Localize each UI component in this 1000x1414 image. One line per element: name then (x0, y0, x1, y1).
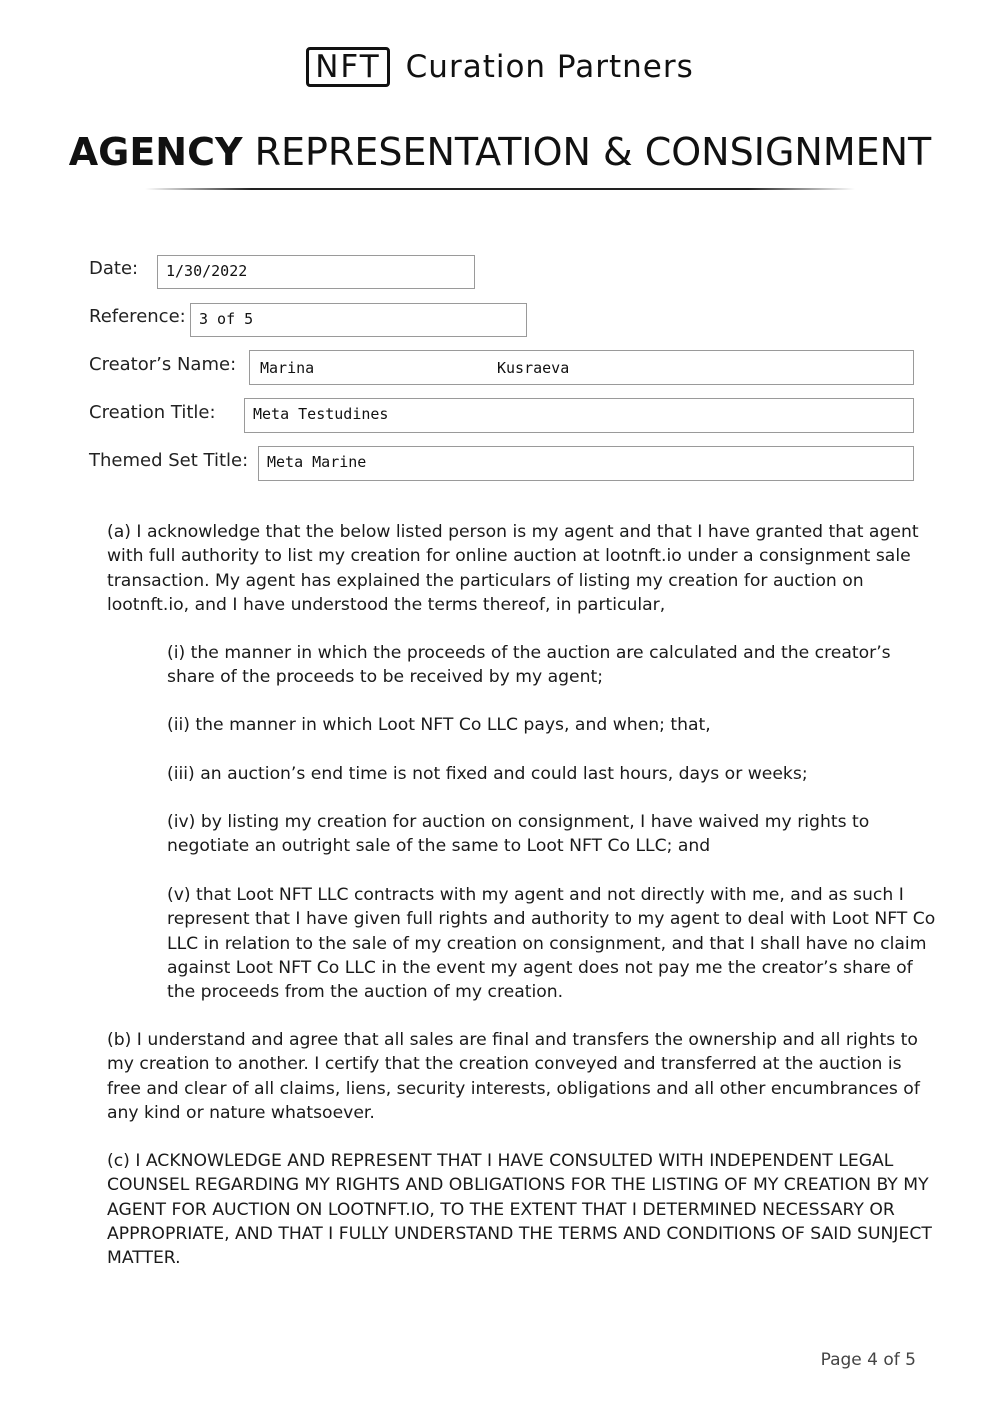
paragraph-b: (b) I understand and agree that all sales are final and transfers the ownership and all rights to my creation to another. I certify that the creation conveyed and transferred at the auction is free and clear of all claims, liens, security interests, obligations and all other encumbrances of any kind or nature whatsoever. (107, 1030, 920, 1123)
paragraph-v: (v) that Loot NFT LLC contracts with my agent and not directly with me, and as such I represent that I have given full rights and authority to my agent to deal with Loot NFT Co LLC in relation to the sale of my creation on consignment, and that I shall have no claim against Loot NFT Co LLC in the event my agent does not pay me the creator’s share of the proceeds from the auction of my creation. (167, 885, 936, 1003)
title-divider (145, 188, 855, 190)
themed-set-title-label: Themed Set Title: (89, 450, 249, 471)
title-bold: AGENCY (68, 130, 243, 174)
paragraph-iv: (iv) by listing my creation for auction on consignment, I have waived my rights to negotiate an outright sale of the same to Loot NFT Co LLC; and (167, 812, 870, 857)
page-number: Page 4 of 5 (820, 1350, 916, 1370)
paragraph-c: (c) I ACKNOWLEDGE AND REPRESENT THAT I HAVE CONSULTED WITH INDEPENDENT LEGAL COUNSEL REGARDING MY RIGHTS AND OBLIGATIONS FOR THE LISTING OF MY CREATION BY MY AGENT FOR AUCTION ON LOOTNFT.IO, TO THE EXTENT THAT I DETERMINED NECESSARY OR APPROPRIATE, AND THAT I FULLY UNDERSTAND THE TERMS AND CONDITIONS OF SAID SUNJECT MATTER. (107, 1151, 932, 1269)
themed-set-title-field[interactable]: Meta Marine (258, 446, 914, 481)
creation-title-label: Creation Title: (89, 402, 216, 423)
page-title (0, 130, 1000, 174)
reference-label: Reference: (89, 306, 186, 327)
paragraph-iii: (iii) an auction’s end time is not fixed and could last hours, days or weeks; (167, 764, 808, 784)
creator-name-field[interactable] (249, 350, 914, 385)
creation-title-field[interactable]: Meta Testudines (244, 398, 914, 433)
date-label: Date: (89, 258, 139, 279)
logo-nft-box: NFT (306, 47, 389, 87)
logo-text: Curation Partners (405, 49, 694, 85)
creator-first-name: Marina (260, 359, 315, 377)
creator-name-label: Creator’s Name: (89, 354, 237, 375)
paragraph-i: (i) the manner in which the proceeds of the auction are calculated and the creator’s share of the proceeds to be received by my agent; (167, 643, 891, 688)
logo (0, 47, 1000, 87)
paragraph-a: (a) I acknowledge that the below listed person is my agent and that I have granted that agent with full authority to list my creation for online auction at lootnft.io under a consignment sale transaction. My agent has explained the particulars of listing my creation for auction on lootnft.io, and I have understood the terms thereof, in particular, (107, 522, 919, 615)
date-field[interactable]: 1/30/2022 (157, 255, 475, 289)
creator-last-name: Kusraeva (497, 359, 570, 377)
title-rest: REPRESENTATION & CONSIGNMENT (254, 130, 932, 174)
paragraph-ii: (ii) the manner in which Loot NFT Co LLC pays, and when; that, (167, 715, 711, 735)
reference-field[interactable]: 3 of 5 (190, 303, 527, 337)
